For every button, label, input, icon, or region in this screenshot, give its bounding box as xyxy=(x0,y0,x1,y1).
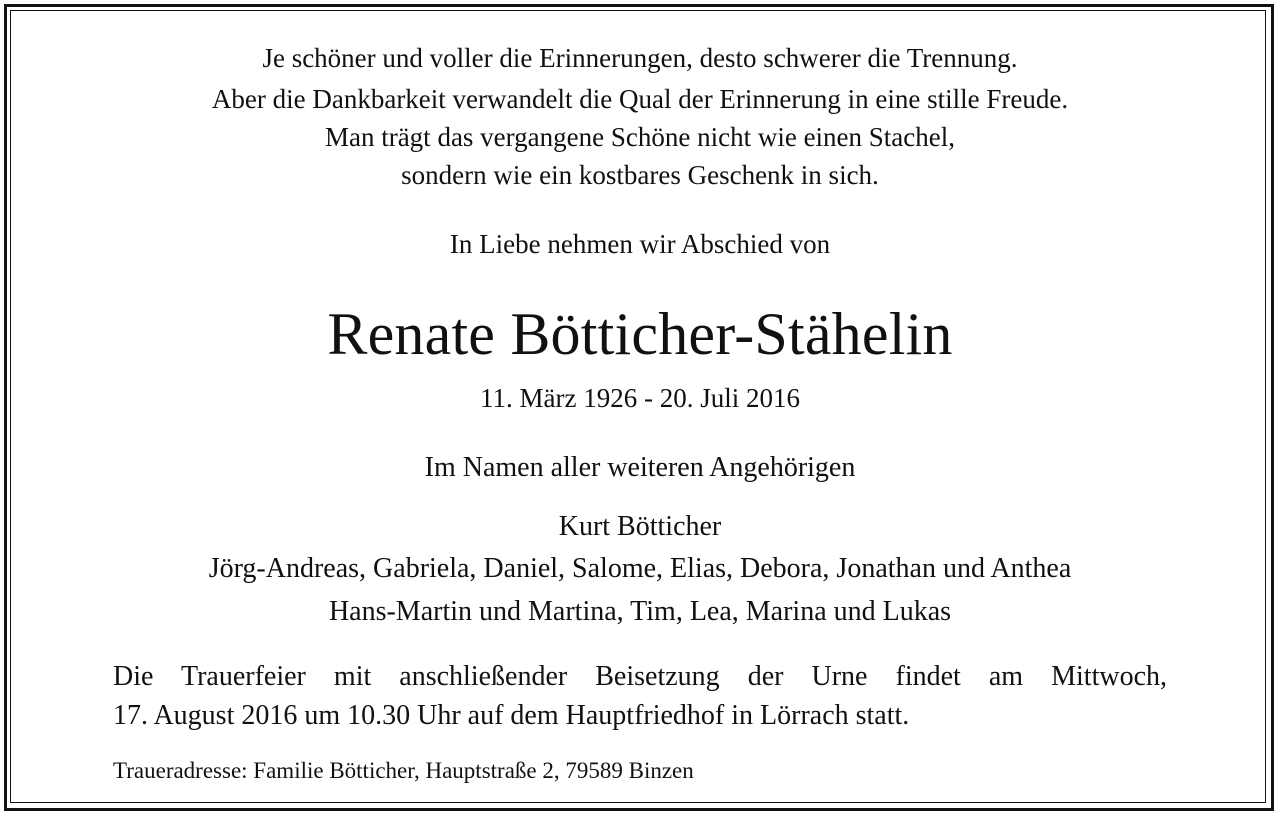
life-dates: 11. März 1926 - 20. Juli 2016 xyxy=(480,383,800,413)
poem-line-1: Je schöner und voller die Erinnerungen, desto schwerer die Trennung. xyxy=(262,43,1018,73)
mourner-line-3: Hans-Martin und Martina, Tim, Lea, Marina und Lukas xyxy=(328,596,952,627)
poem-line-3: Man trägt das vergangene Schöne nicht wie einen Stachel, xyxy=(324,122,956,152)
farewell-intro: In Liebe nehmen wir Abschied von xyxy=(449,229,831,259)
deceased-name: Renate Bötticher-Stähelin xyxy=(327,301,953,367)
mourner-line-1: Kurt Bötticher xyxy=(558,511,722,542)
mourners-intro: Im Namen aller weiteren Angehörigen xyxy=(424,452,856,483)
poem-line-4: sondern wie ein kostbares Geschenk in sich. xyxy=(401,160,879,190)
mourner-line-2: Jörg-Andreas, Gabriela, Daniel, Salome, Elias, Debora, Jonathan und Anthea xyxy=(208,553,1072,584)
service-notice-line-1: Die Trauerfeier mit anschließender Beisetzung der Urne findet am Mittwoch, xyxy=(113,661,1167,692)
mourning-address: Traueradresse: Familie Bötticher, Hauptstraße 2, 79589 Binzen xyxy=(113,758,694,783)
poem-line-2: Aber die Dankbarkeit verwandelt die Qual der Erinnerung in eine stille Freude. xyxy=(211,84,1069,114)
service-notice-line-2: 17. August 2016 um 10.30 Uhr auf dem Hauptfriedhof in Lörrach statt. xyxy=(113,700,910,731)
